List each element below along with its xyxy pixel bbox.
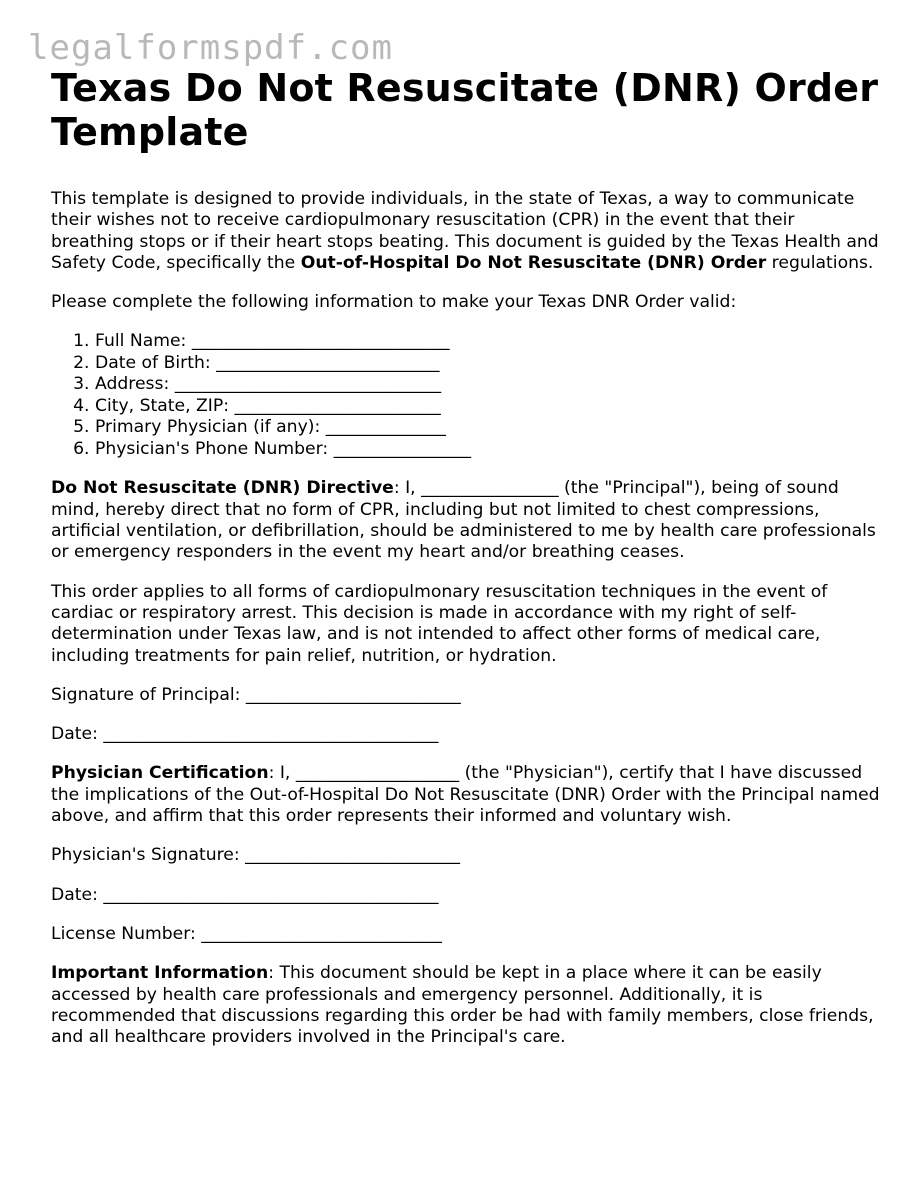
intro-bold-regulation: Out-of-Hospital Do Not Resuscitate (DNR) Order: [300, 252, 767, 273]
watermark-logo: legalformspdf.com: [28, 28, 393, 68]
important-info-label: Important Information: [51, 963, 269, 984]
directive-label: Do Not Resuscitate (DNR) Directive: [51, 478, 394, 499]
info-field-list: [51, 331, 881, 460]
page-title: Texas Do Not Resuscitate (DNR) Order Template: [51, 66, 879, 154]
scope-paragraph: This order applies to all forms of cardiopulmonary resuscitation techniques in the event of cardiac or respiratory arrest. This decision is made in accordance with my right of self-determination under Texas law, and is not intended to affect other forms of medical care, including treatments for pain relief, nutrition, or hydration.: [51, 581, 828, 666]
instructions-text: Please complete the following information to make your Texas DNR Order valid:: [51, 292, 737, 313]
document: [51, 66, 881, 1048]
physician-signature-line: Physician's Signature: _________________________: [51, 845, 460, 866]
physician-certification-label: Physician Certification: [51, 763, 269, 784]
principal-signature-line: Signature of Principal: _________________________: [51, 684, 461, 705]
field-physician-phone: 6. Physician's Phone Number: ________________: [95, 439, 881, 461]
physician-date-line: Date: _______________________________________: [51, 884, 439, 905]
principal-date-line: Date: _______________________________________: [51, 724, 439, 745]
license-number-line: License Number: ____________________________: [51, 923, 442, 944]
intro-paragraph: [51, 189, 881, 274]
physician-certification-paragraph: [51, 763, 881, 827]
field-date-of-birth: 2. Date of Birth: __________________________: [95, 353, 881, 375]
important-info-paragraph: [51, 963, 881, 1048]
field-full-name: 1. Full Name: ______________________________: [95, 331, 881, 353]
directive-paragraph: [51, 478, 881, 563]
directive-text: : I, ________________ (the "Principal"), being of sound mind, hereby direct that no form of CPR, including but not limited to chest compressions, artificial ventilation, or defibrillation, should be administered to me by health care professionals or emergency responders in the event my heart and/or breathing ceases.: [51, 478, 876, 563]
physician-certification-text: : I, ___________________ (the "Physician"), certify that I have discussed the implications of the Out-of-Hospital Do Not Resuscitate (DNR) Order with the Principal named above, and affirm that this order represents their informed and voluntary wish.: [51, 763, 880, 827]
intro-text-after: regulations.: [766, 252, 874, 273]
field-city-state-zip: 4. City, State, ZIP: ________________________: [95, 396, 881, 418]
field-address: 3. Address: _______________________________: [95, 374, 881, 396]
important-info-text: : This document should be kept in a place where it can be easily accessed by health care professionals and emergency personnel. Additionally, it is recommended that discussions regarding this order be had with family members, close friends, and all healthcare providers involved in the Principal's care.: [51, 963, 874, 1048]
intro-text-before: This template is designed to provide individuals, in the state of Texas, a way to communicate their wishes not to receive cardiopulmonary resuscitation (CPR) in the event that their breathing stops or if their heart stops beating. This document is guided by the Texas Health and Safety Code, specifically the: [51, 189, 879, 273]
field-primary-physician: 5. Primary Physician (if any): ______________: [95, 417, 881, 439]
